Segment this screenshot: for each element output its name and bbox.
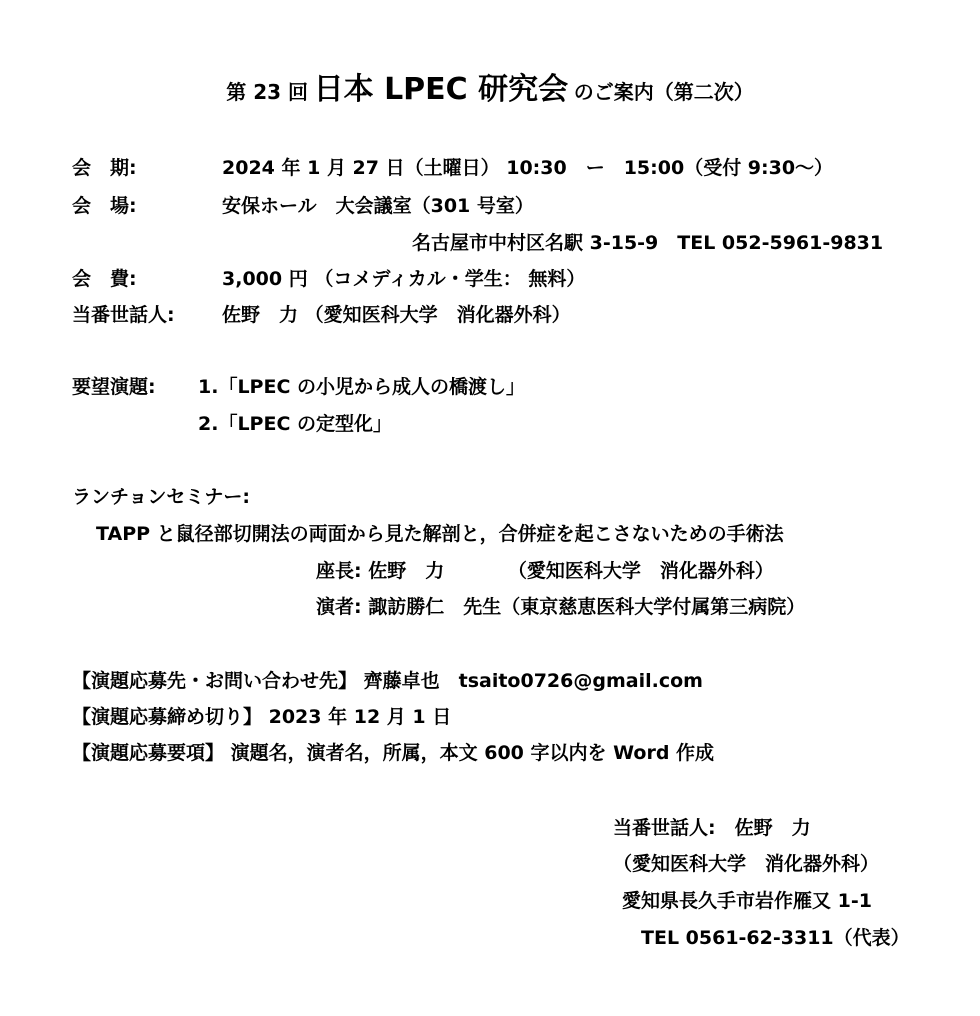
fee-label: 会 費: <box>72 268 137 290</box>
seminar-speaker: 演者: 諏訪勝仁 先生（東京慈恵医科大学付属第三病院） <box>316 596 806 618</box>
page-title <box>0 64 980 108</box>
organizer-label: 当番世話人: <box>72 304 175 326</box>
date-value: 2024 年 1 月 27 日（土曜日） 10:30 ー 15:00（受付 9:30～） <box>222 157 834 179</box>
topic-item-2: 2.「LPEC の定型化」 <box>198 413 393 435</box>
fee-value: 3,000 円 （コメディカル・学生： 無料） <box>222 268 586 290</box>
venue-value: 安保ホール 大会議室（301 号室） <box>222 195 534 217</box>
venue-address: 名古屋市中村区名駅 3-15-9 TEL 052-5961-9831 <box>412 232 884 254</box>
title-suffix: のご案内（第二次） <box>573 80 754 104</box>
footer-organizer: 当番世話人: 佐野 力 <box>613 817 811 839</box>
topics-label: 要望演題: <box>72 376 156 398</box>
title-main: 日本 LPEC 研究会 <box>313 72 569 107</box>
submission-deadline: 【演題応募締め切り】 2023 年 12 月 1 日 <box>72 706 452 728</box>
seminar-chair: 座長: 佐野 力 （愛知医科大学 消化器外科） <box>316 560 774 582</box>
venue-label: 会 場: <box>72 195 137 217</box>
organizer-value: 佐野 力 （愛知医科大学 消化器外科） <box>222 304 571 326</box>
date-label: 会 期: <box>72 157 137 179</box>
seminar-title: TAPP と鼠径部切開法の両面から見た解剖と，合併症を起こさないための手術法 <box>96 523 784 545</box>
footer-tel: TEL 0561-62-3311（代表） <box>641 927 910 949</box>
submission-contact: 【演題応募先・お問い合わせ先】 齊藤卓也 tsaito0726@gmail.com <box>72 670 703 692</box>
footer-address: 愛知県長久手市岩作雁又 1-1 <box>622 890 872 912</box>
seminar-label: ランチョンセミナー: <box>72 486 251 508</box>
title-prefix: 第 23 回 <box>226 80 309 104</box>
topic-item-1: 1.「LPEC の小児から成人の橋渡し」 <box>198 376 526 398</box>
submission-requirements: 【演題応募要項】 演題名，演者名，所属，本文 600 字以内を Word 作成 <box>72 742 715 764</box>
footer-affiliation: （愛知医科大学 消化器外科） <box>613 853 880 875</box>
